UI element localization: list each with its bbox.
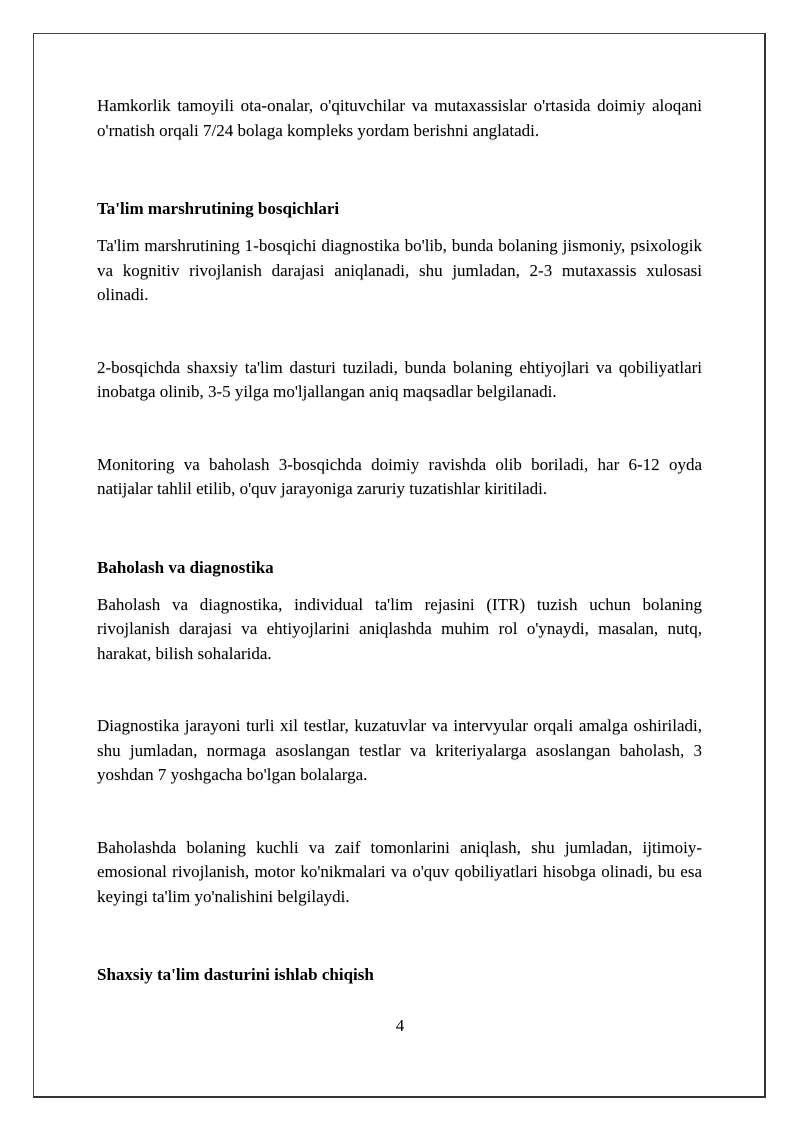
page-number: 4 [395,1016,405,1035]
paragraph-assessment-1: Baholash va diagnostika, individual ta'lim rejasini (ITR) tuzish uchun bolaning rivojlanish darajasi va ehtiyojlarini aniqlashda muhim rol o'ynaydi, masalan, nutq, harakat, bilish sohalarida. [97,594,702,663]
paragraph-stage-3: Monitoring va baholash 3-bosqichda doimiy ravishda olib boriladi, har 6-12 oyda natijalar tahlil etilib, o'quv jarayoniga zaruriy tuzatishlar kiritiladi. [97,454,702,498]
paragraph-stage-2: 2-bosqichda shaxsiy ta'lim dasturi tuziladi, bunda bolaning ehtiyojlari va qobiliyatlari inobatga olinib, 3-5 yilga mo'ljallangan aniq maqsadlar belgilanadi. [97,357,702,401]
paragraph-assessment-3: Baholashda bolaning kuchli va zaif tomonlarini aniqlash, shu jumladan, ijtimoiy-emosional rivojlanish, motor ko'nikmalari va o'quv qobiliyatlari hisobga olinadi, bu esa keyingi ta'lim yo'nalishini belgilaydi. [97,837,702,906]
page-content [97,94,702,987]
heading-route-stages: Ta'lim marshrutining bosqichlari [97,199,340,218]
heading-assessment: Baholash va diagnostika [97,557,274,577]
paragraph-stage-1: Ta'lim marshrutining 1-bosqichi diagnostika bo'lib, bunda bolaning jismoniy, psixologik va kognitiv rivojlanish darajasi aniqlanadi, shu jumladan, 2-3 mutaxassis xulosasi olinadi. [97,236,702,304]
heading-personal-program: Shaxsiy ta'lim dasturini ishlab chiqish [97,965,374,984]
paragraph-assessment-2: Diagnostika jarayoni turli xil testlar, kuzatuvlar va intervyular orqali amalga oshiriladi, shu jumladan, normaga asoslangan testlar va kriteriyalarga asoslangan baholash, 3 yoshdan 7 yoshgacha bo'lgan bolalarga. [97,716,702,784]
paragraph-cooperation: Hamkorlik tamoyili ota-onalar, o'qituvchilar va mutaxassislar o'rtasida doimiy aloqani o'rnatish orqali 7/24 bolaga kompleks yordam berishni anglatadi. [97,96,702,140]
